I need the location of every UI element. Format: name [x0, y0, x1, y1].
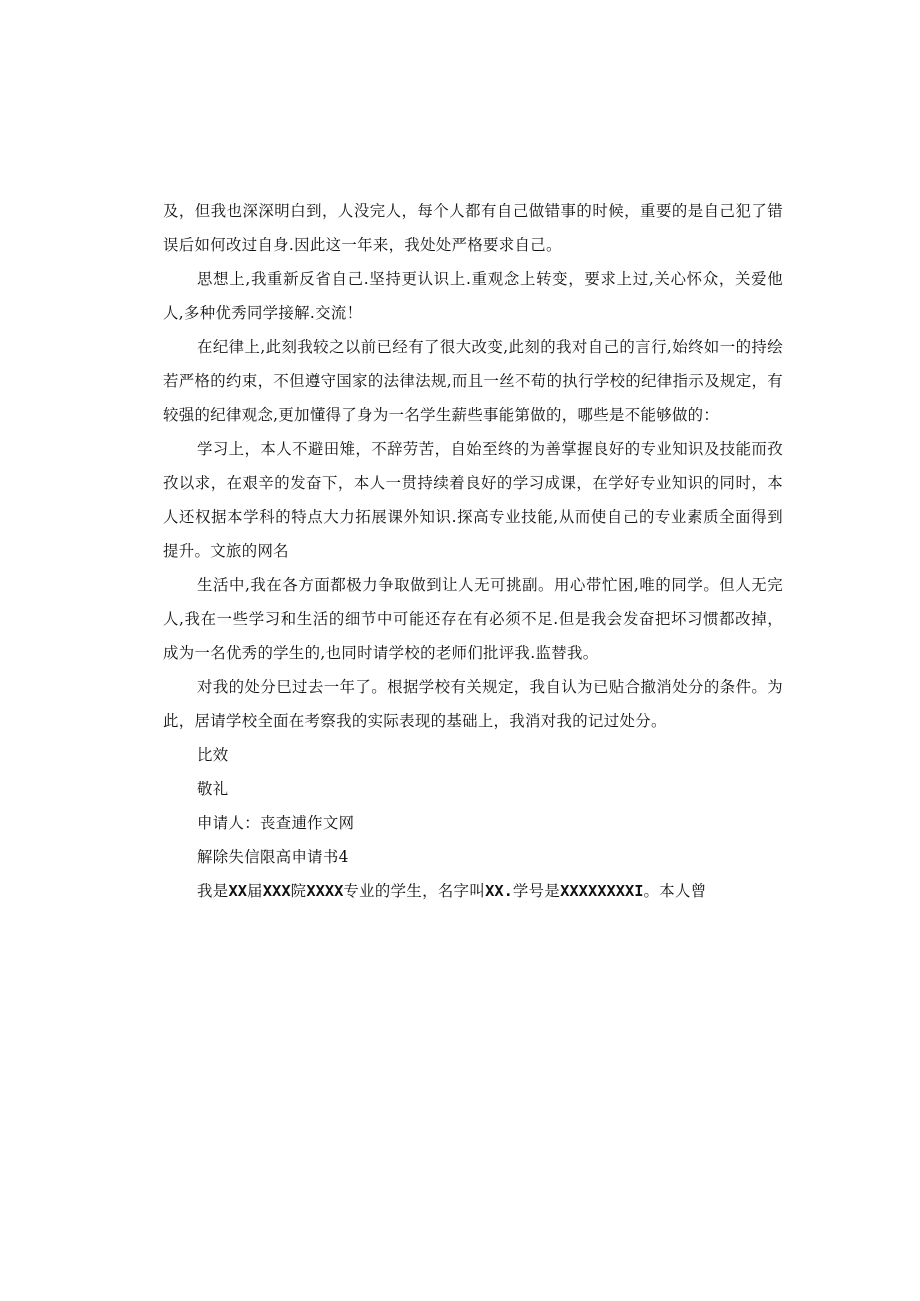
student-info-text: 届: [247, 882, 263, 900]
student-info-text: 。本人曾: [643, 882, 707, 900]
applicant-line: 申请人：丧查逋作文网: [197, 814, 355, 832]
student-info-code: XXX: [262, 882, 291, 900]
student-info-code: XXXX: [306, 882, 344, 900]
student-info-code: XX.: [485, 882, 513, 900]
student-info-text: 我是: [197, 882, 229, 900]
document-body: [163, 194, 783, 908]
student-info-code: XX: [228, 882, 248, 900]
paragraph-continued: 及，但我也深深明白到，人没完人，每个人都有自己做错事的时候，重要的是自己犯了错误后如何改过自身.因此这一年来，我处处严格要求自己。: [163, 202, 783, 254]
paragraph-study: 学习上，本人不避田雉，不辞劳苦，自始至终的为善掌握良好的专业知识及技能而孜孜以求，在艰辛的发奋下，本人一贯持续着良好的学习成课，在学好专业知识的同时，本人还权据本学科的特点大力拓展课外知识.探高专业技能,从而使自己的专业素质全面得到提升。文旅的网名: [163, 440, 783, 560]
student-info-line: [163, 874, 783, 908]
student-info-code: XXXXXXXXI: [560, 882, 644, 900]
closing-line-1: 比效: [197, 746, 229, 764]
section-heading: 解除失信限高申请书4: [197, 848, 349, 866]
student-info-text: 学号是: [512, 882, 561, 900]
paragraph-thought: 思想上,我重新反省自己.坚持更认识上.重观念上转变，要求上过,关心怀众，关爱他人,多种优秀同学接解.交流！: [163, 270, 783, 322]
student-info-text: 院: [290, 882, 307, 900]
closing-salutation: 敬礼: [197, 780, 229, 798]
paragraph-life: 生活中,我在各方面都极力争取做到让人无可挑副。用心带忙困,唯的同学。但人无完人,我在一些学习和生活的细节中可能还存在有必须不足.但是我会发奋把坏习惯都改掉，成为一名优秀的学生的,也同时请学校的老师们批评我.监替我。: [163, 576, 783, 662]
student-info-text: 专业的学生，名字叫: [343, 882, 486, 900]
paragraph-discipline: 在纪律上,此刻我较之以前已经有了很大改变,此刻的我对自己的言行,始终如一的持绘若严格的约束，不但遵守国家的法律法规,而且一丝不荀的执行学校的纪律指示及规定，有较强的纪律观念,更加懂得了身为一名学生薪些事能第做的，哪些是不能够做的：: [163, 338, 783, 424]
paragraph-request: 对我的处分巳过去一年了。根据学校有关规定，我自认为已贴合撤消处分的条件。为此，居请学校全面在考察我的实际表现的基础上，我消对我的记过处分。: [163, 678, 783, 730]
